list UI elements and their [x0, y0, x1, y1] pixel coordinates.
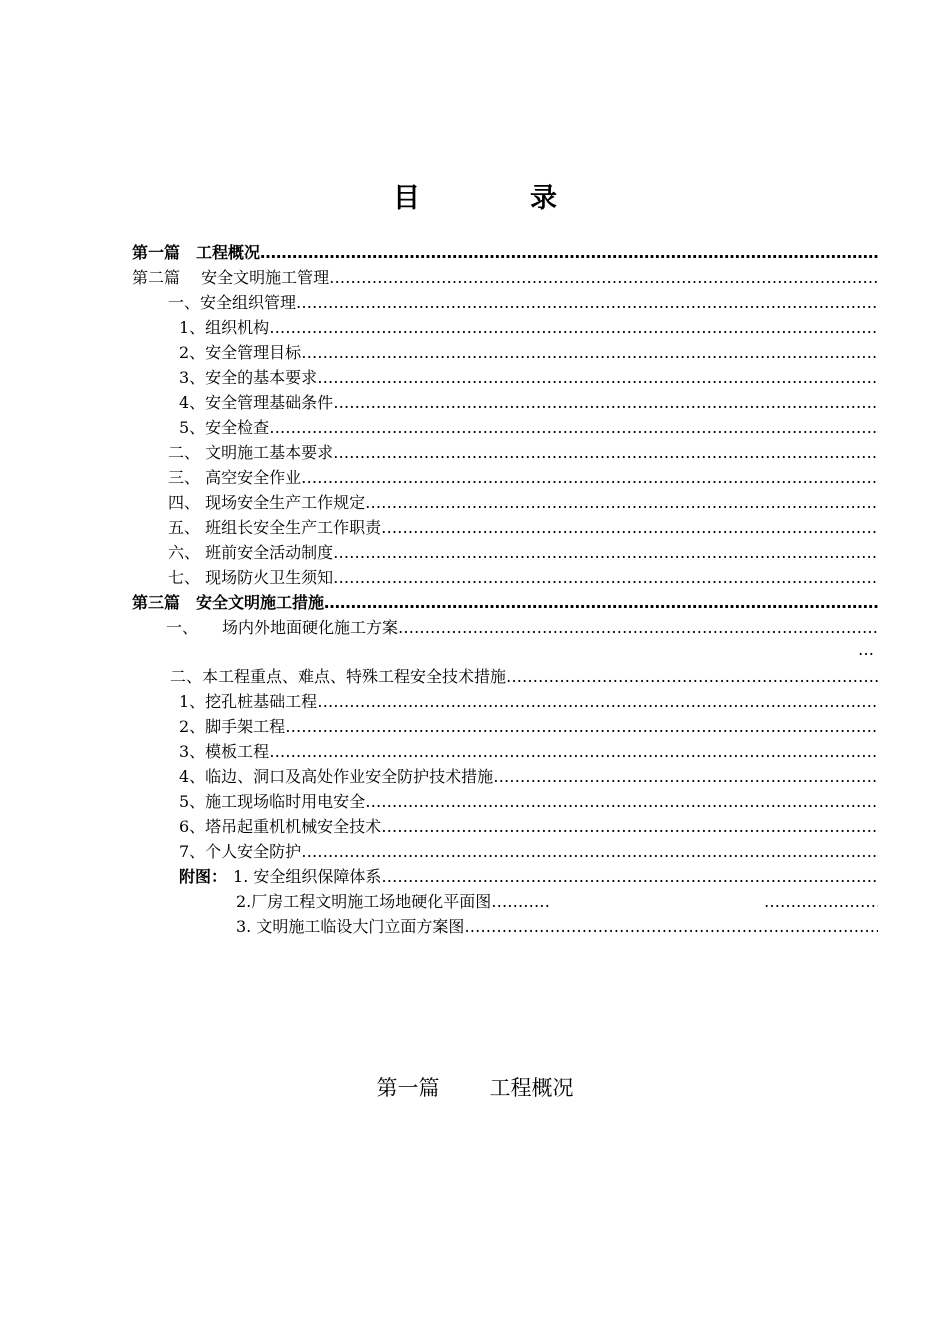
toc-leader-dots: [398, 617, 878, 639]
toc-leader-dots: [324, 592, 878, 614]
toc-leader-dots: [269, 417, 878, 439]
toc-entry-part-2[interactable]: [132, 267, 878, 289]
toc-entry-label: 3、安全的基本要求: [179, 368, 318, 387]
toc-leader-dots: [464, 916, 878, 938]
chapter-name: 工程概况: [489, 1076, 574, 1100]
toc-entry-label: 二、本工程重点、难点、特殊工程安全技术措施: [170, 667, 507, 686]
toc-leader-dots: [491, 891, 549, 913]
toc-entry-label: 二、 文明施工基本要求: [168, 443, 334, 462]
toc-title-char-2: 录: [530, 183, 557, 214]
toc-entry-label: 1. 安全组织保障体系: [233, 867, 382, 886]
toc-entry[interactable]: [179, 841, 878, 863]
toc-entry-label: 5、施工现场临时用电安全: [179, 792, 366, 811]
toc-entry[interactable]: [168, 517, 878, 539]
toc-entry-label: 一、 场内外地面硬化施工方案: [166, 618, 399, 637]
chapter-heading: [0, 1072, 950, 1102]
toc-leader-dots: [365, 492, 878, 514]
toc-entry-label: 三、 高空安全作业: [168, 468, 302, 487]
toc-entry[interactable]: [166, 617, 878, 639]
toc-leader-continuation: …: [858, 640, 874, 659]
toc-entry[interactable]: [168, 442, 878, 464]
appendix-label: 附图：: [179, 867, 228, 886]
toc-entry-label: 5、安全检查: [179, 418, 270, 437]
toc-entry-label: 第一篇 工程概况: [132, 243, 261, 262]
toc-leader-dots: [381, 517, 878, 539]
toc-entry-label: 一、安全组织管理: [168, 293, 297, 312]
toc-entry-appendix-2[interactable]: [236, 891, 549, 913]
toc-leader-dots: [333, 392, 878, 414]
toc-leader-dots: [296, 292, 878, 314]
toc-entry[interactable]: [168, 567, 878, 589]
toc-entry[interactable]: [179, 816, 878, 838]
toc-entry-label: 七、 现场防火卫生须知: [168, 568, 334, 587]
toc-entry-label: 4、安全管理基础条件: [179, 393, 334, 412]
toc-entry-appendix-1[interactable]: [179, 866, 878, 888]
toc-title-char-1: 目: [393, 183, 420, 214]
toc-leader-dots: [301, 467, 878, 489]
toc-leader-dots: [269, 317, 878, 339]
toc-leader-dots: [260, 242, 878, 264]
toc-leader-dots: [333, 442, 878, 464]
toc-leader-dots: [381, 816, 878, 838]
toc-entry-appendix-3[interactable]: [236, 916, 878, 938]
toc-entry[interactable]: [179, 417, 878, 439]
toc-leader-dots: [764, 891, 878, 913]
toc-entry-label: 1、挖孔桩基础工程: [179, 692, 318, 711]
toc-entry[interactable]: [168, 542, 878, 564]
toc-leader-dots: [333, 567, 878, 589]
toc-entry[interactable]: [179, 342, 878, 364]
toc-entry[interactable]: [168, 292, 878, 314]
toc-entry-label: 2.厂房工程文明施工场地硬化平面图: [236, 892, 492, 911]
toc-leader-dots: [301, 342, 878, 364]
toc-leader-dots: [493, 766, 878, 788]
toc-entry[interactable]: [179, 392, 878, 414]
toc-entry[interactable]: [168, 467, 878, 489]
toc-entry-label: 第二篇 安全文明施工管理: [132, 268, 330, 287]
toc-leader-dots: [317, 367, 878, 389]
toc-title: [0, 176, 950, 215]
toc-entry-label: 2、安全管理目标: [179, 343, 302, 362]
toc-entry[interactable]: [179, 691, 878, 713]
toc-entry-part-1[interactable]: [132, 242, 878, 264]
toc-entry-label: 3、模板工程: [179, 742, 270, 761]
toc-entry-label: 四、 现场安全生产工作规定: [168, 493, 366, 512]
toc-entry[interactable]: [170, 666, 878, 688]
toc-leader-dots: [285, 716, 878, 738]
toc-entry-part-3[interactable]: [132, 592, 878, 614]
toc-leader-dots: [506, 666, 878, 688]
toc-leader-dots: [365, 791, 878, 813]
toc-entry-label: 6、塔吊起重机机械安全技术: [179, 817, 382, 836]
toc-entry-label: 3. 文明施工临设大门立面方案图: [236, 917, 465, 936]
toc-entry[interactable]: [179, 766, 878, 788]
toc-entry[interactable]: [179, 791, 878, 813]
toc-leader-dots: [329, 267, 878, 289]
toc-entry-label: 2、脚手架工程: [179, 717, 286, 736]
chapter-part-label: 第一篇: [376, 1076, 440, 1100]
toc-entry-label: 1、组织机构: [179, 318, 270, 337]
toc-leader-dots: [269, 741, 878, 763]
toc-leader-dots: [301, 841, 878, 863]
toc-entry-label: 六、 班前安全活动制度: [168, 543, 334, 562]
toc-entry-label: 4、临边、洞口及高处作业安全防护技术措施: [179, 767, 494, 786]
toc-entry[interactable]: [179, 716, 878, 738]
toc-leader-dots: [333, 542, 878, 564]
toc-leader-dots: [317, 691, 878, 713]
toc-entry-label: 第三篇 安全文明施工措施: [132, 593, 325, 612]
toc-entry-label: 五、 班组长安全生产工作职责: [168, 518, 382, 537]
toc-leader-dots-tail: [764, 891, 878, 913]
toc-entry[interactable]: [179, 317, 878, 339]
toc-entry-label: 7、个人安全防护: [179, 842, 302, 861]
toc-leader-dots: [381, 866, 878, 888]
toc-entry[interactable]: [179, 367, 878, 389]
toc-entry[interactable]: [179, 741, 878, 763]
toc-entry[interactable]: [168, 492, 878, 514]
